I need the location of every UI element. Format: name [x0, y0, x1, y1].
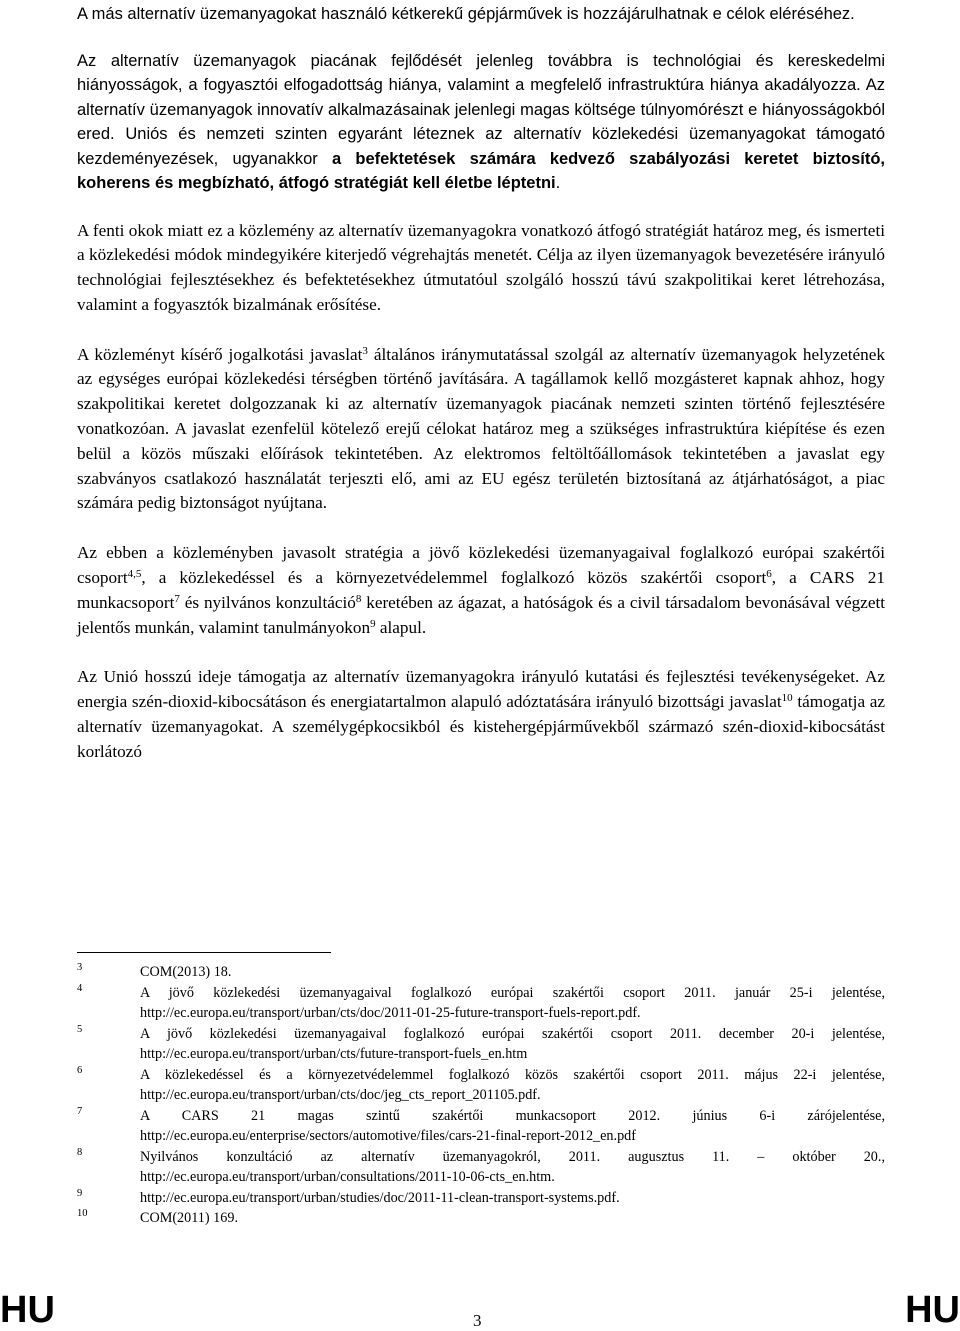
footnote-4 [77, 983, 885, 1024]
paragraph-expert-groups [77, 541, 885, 640]
footnote-text: A jövő közlekedési üzemanyagaival foglalkozó európai szakértői csoport 2011. január 25-i jelentése, http://ec.europa.eu/transport/urban/cts/doc/2011-01-25-future-transport-fuels-report.pdf. [140, 984, 885, 1021]
footnote-text: COM(2013) 18. [140, 964, 232, 980]
footnote-text: A közlekedéssel és a környezetvédelemmel foglalkozó közös szakértői csoport 2011. május 22-i jelentése, http://ec.europa.eu/transport/urban/cts/doc/jeg_cts_report_201105.pdf. [140, 1066, 885, 1103]
page-number: 3 [473, 1311, 482, 1330]
footnote-number: 9 [77, 1187, 83, 1199]
footnote-text: http://ec.europa.eu/transport/urban/studies/doc/2011-11-clean-transport-systems.pdf. [140, 1189, 620, 1206]
footnote-text: COM(2011) 169. [140, 1210, 238, 1226]
paragraph-research-support [77, 665, 885, 764]
footnote-number: 5 [77, 1023, 83, 1035]
language-code-right: HU [905, 1289, 960, 1331]
footnote-text: A CARS 21 magas szintű szakértői munkacsoport 2012. június 6-i zárójelentése, http://ec.europa.eu/enterprise/sectors/automotive/files/cars-21-final-report-2012_en.pdf [140, 1107, 885, 1144]
paragraph-text: alapul. [375, 617, 427, 637]
emphasis-text: a befektetések számára kedvező szabályozási keretet biztosító, koherens és megbízható, átfogó stratégiát kell életbe léptetni [77, 149, 885, 192]
footnote-ref: 10 [781, 692, 793, 705]
paragraph-legislative-proposal [77, 343, 885, 517]
footnote-text: Nyilvános konzultáció az alternatív üzemanyagokról, 2011. augusztus 11. – október 20., http://ec.europa.eu/transport/urban/consultations/2011-10-06-cts_en.htm. [140, 1148, 885, 1185]
footnote-number: 8 [77, 1146, 83, 1158]
footnote-separator [77, 952, 331, 953]
footnote-3 [77, 962, 885, 983]
paragraph-text: Az ebben a közleményben javasolt stratégia a jövő közlekedési üzemanyagaival foglalkozó európai szakértői csoport [77, 543, 885, 588]
footnote-8 [77, 1147, 885, 1188]
footnote-ref: 4,5 [127, 568, 142, 581]
paragraph-text: általános iránymutatással szolgál az alternatív üzemanyagok helyzetének az egységes európai közlekedési térségben történő javítására. A tagállamok kellő mozgásteret kapnak ahhoz, hogy szakpolitikai keretet dolgozzanak ki az alternatív üzemanyagok piacának nemzeti szinten történő fejlesztésére vonatkozóan. A javaslat ezenfelül kötelező erejű célokat határoz meg a szükséges infrastruktúra kiépítése és ezen belül a közös műszaki előírások tekintetében. Az elektromos feltöltőállomások tekintetében a javaslat egy szabványos csatlakozó használatát terjeszti elő, ami az EU egész területén biztosítaná az átjárhatóságot, a piac számára pedig biztonságot nyújtana. [77, 344, 885, 513]
footnote-text: A jövő közlekedési üzemanyagaival foglalkozó európai szakértői csoport 2011. december 20-i jelentése, http://ec.europa.eu/transport/urban/cts/future-transport-fuels_en.htm [140, 1025, 885, 1062]
footnote-number: 6 [77, 1064, 83, 1076]
footnote-ref: 3 [362, 344, 368, 357]
document-body [77, 0, 885, 765]
footnote-ref: 7 [174, 592, 180, 605]
paragraph-text: támogatja az alternatív üzemanyagokat. A személygépkocsikból és kistehergépjárművekből származó szén-dioxid-kibocsátást korlátozó [77, 692, 885, 761]
paragraph-text: Az Unió hosszú ideje támogatja az alternatív üzemanyagokra irányuló kutatási és fejlesztési tevékenységeket. Az energia szén-dioxid-kibocsátáson és energiatartalmon alapuló adóztatására irányuló bizottsági javaslat [77, 667, 885, 712]
paragraph-market-barriers [77, 49, 885, 196]
footnote-7 [77, 1106, 885, 1147]
language-code-left: HU [0, 1289, 55, 1331]
paragraph-text: . [555, 174, 561, 192]
footnote-10 [77, 1208, 885, 1229]
footnote-ref: 8 [355, 592, 362, 605]
footnote-6 [77, 1065, 885, 1106]
paragraph-text: keretében az ágazat, a hatóságok és a civil társadalom bevonásával végzett jelentős munkán, valamint tanulmányokon [77, 592, 885, 637]
footnote-ref: 6 [766, 568, 772, 581]
paragraph-intro: A más alternatív üzemanyagokat használó kétkerekű gépjárművek is hozzájárulhatnak e célok eléréséhez. [77, 5, 855, 23]
paragraph-strategy: A fenti okok miatt ez a közlemény az alternatív üzemanyagokra vonatkozó átfogó stratégiát határoz meg, és ismerteti a közlekedési módok mindegyikére kiterjedő végrehajtás menetét. Célja az ilyen üzemanyagok bevezetésére irányuló technológiai fejlesztésekhez és befektetésekhez útmutatóul szolgáló hosszú távú szakpolitikai keret létrehozása, valamint a fogyasztók bizalmának erősítése. [77, 220, 885, 314]
paragraph-text: A közleményt kísérő jogalkotási javaslat [77, 344, 363, 364]
footnote-number: 4 [77, 982, 83, 994]
paragraph-text: és nyilvános konzultáció [179, 592, 356, 612]
footnote-number: 3 [77, 962, 83, 973]
footnote-5 [77, 1024, 885, 1065]
footnote-9 [77, 1188, 885, 1209]
paragraph-text: Az alternatív üzemanyagok piacának fejlődését jelenleg továbbra is technológiai és kereskedelmi hiányosságok, a fogyasztói elfogadottság hiánya, valamint a megfelelő infrastruktúra hiánya akadályozza. Az alternatív üzemanyagok innovatív alkalmazásainak jelenlegi magas költsége túlnyomórészt e hiányosságokból ered. Uniós és nemzeti szinten egyaránt léteznek az alternatív közlekedési üzemanyagokat támogató kezdeményezések, ugyanakkor [77, 51, 885, 168]
paragraph-text: , a közlekedéssel és a környezetvédelemmel foglalkozó közös szakértői csoport [141, 568, 767, 588]
paragraph-text: , a CARS 21 munkacsoport [77, 568, 885, 612]
footnote-number: 10 [77, 1208, 88, 1219]
footnotes [77, 962, 885, 1229]
footnote-number: 7 [77, 1105, 83, 1117]
footnote-ref: 9 [370, 617, 376, 630]
